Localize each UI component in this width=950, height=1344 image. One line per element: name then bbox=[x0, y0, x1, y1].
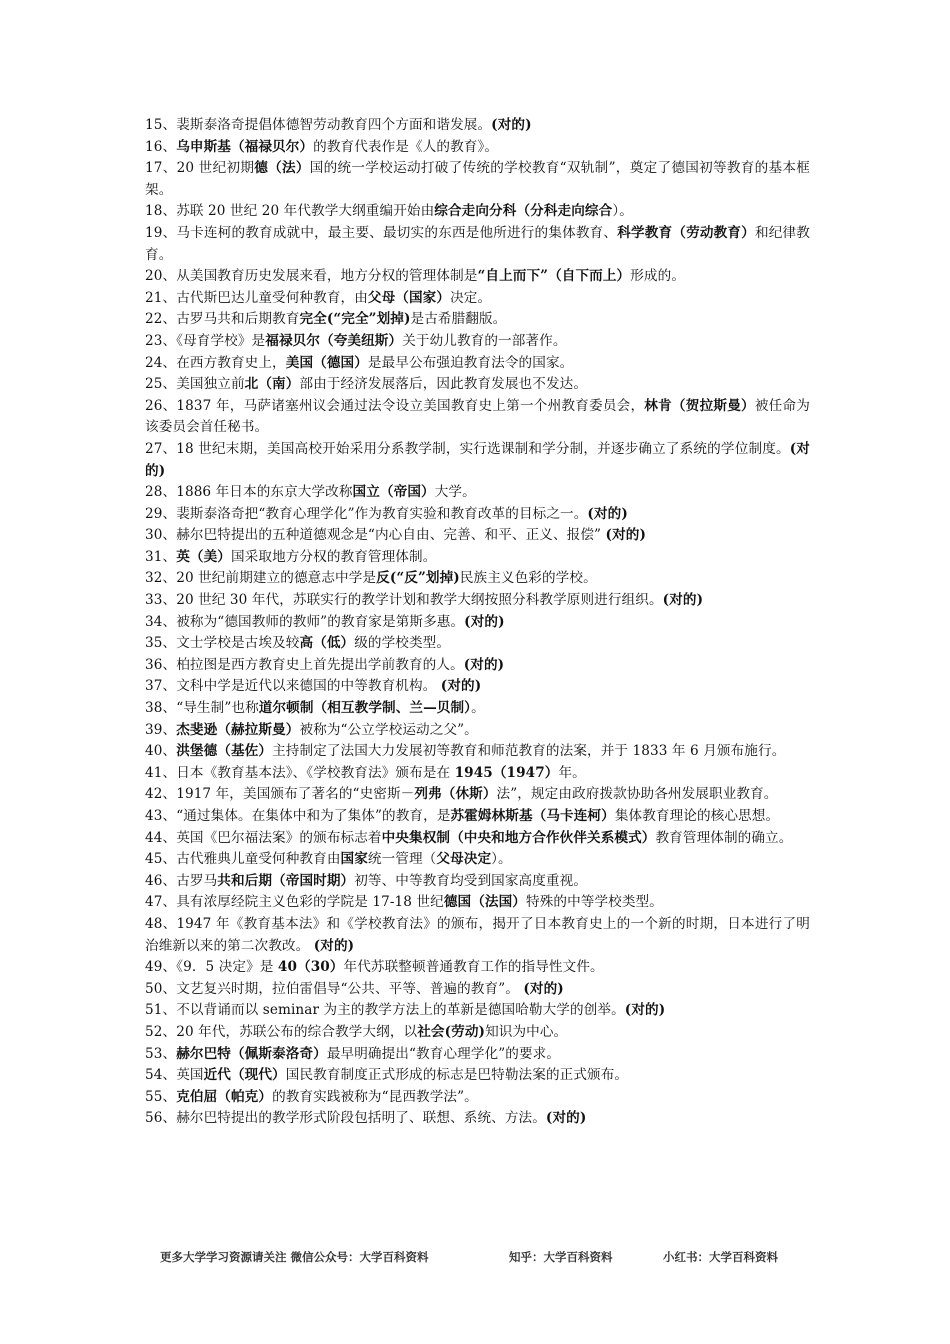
item-text: 知识为中心。 bbox=[485, 1023, 568, 1040]
item-text: 29、裴斯泰洛奇把“教育心理学化”作为教育实验和教育改革的目标之一。 bbox=[145, 505, 588, 522]
answer-text: 父母（国家） bbox=[367, 289, 451, 306]
answer-text: 反(“反”划掉) bbox=[376, 570, 460, 587]
item-text: 56、赫尔巴特提出的教学形式阶段包括明了、联想、系统、方法。 bbox=[145, 1110, 546, 1127]
item-text: 27、18 世纪末期，美国高校开始采用分系教学制，实行选课制和学分制，并逐步确立了系统的学位制度。 bbox=[145, 440, 790, 457]
question-item bbox=[145, 633, 810, 655]
answer-text: 乌申斯基（福禄贝尔） bbox=[176, 138, 314, 155]
answer-text: (对的) bbox=[313, 937, 355, 954]
answer-text: (对的) bbox=[491, 117, 532, 133]
item-text: 特殊的中等学校类型。 bbox=[526, 894, 663, 911]
item-text: 国的统一学校运动打破了传统的学校教育“双轨制”，奠定了德国初等教育的基本框架。 bbox=[145, 160, 810, 198]
item-text: 55、 bbox=[145, 1088, 177, 1105]
question-item bbox=[145, 590, 810, 612]
item-text: 32、20 世纪前期建立的德意志中学是 bbox=[145, 570, 377, 587]
item-text: 国民教育制度正式形成的标志是巴特勒法案的正式颁布。 bbox=[285, 1067, 629, 1084]
question-item bbox=[145, 396, 810, 439]
question-item bbox=[145, 309, 810, 331]
item-text: 年代苏联整顿普通教育工作的指导性文件。 bbox=[343, 959, 604, 976]
answer-text: 国立（帝国） bbox=[352, 484, 435, 501]
item-text: 31、 bbox=[145, 548, 177, 565]
item-text: 民族主义色彩的学校。 bbox=[459, 570, 597, 587]
question-item bbox=[145, 979, 810, 1001]
item-text: 41、日本《教育基本法》、《学校教育法》颁布是在 bbox=[145, 764, 455, 781]
question-item bbox=[145, 784, 810, 806]
answer-text: 苏霍姆林斯基（马卡连柯） bbox=[450, 808, 615, 824]
answer-text: (对的) bbox=[587, 505, 628, 522]
item-text: 46、古罗马 bbox=[145, 872, 218, 889]
question-item bbox=[145, 137, 810, 159]
item-text: 23、《母育学校》是 bbox=[145, 332, 266, 349]
question-item bbox=[145, 1022, 810, 1044]
item-text: 22、古罗马共和后期教育 bbox=[145, 311, 300, 328]
item-text: 决定。 bbox=[450, 289, 492, 306]
answer-text: 近代（现代） bbox=[203, 1067, 286, 1084]
answer-text: 德（法） bbox=[254, 160, 310, 177]
question-item bbox=[145, 1000, 810, 1022]
footer-xiaohongshu: 小红书：大学百科资料 bbox=[663, 1250, 779, 1264]
answer-text: (对的) bbox=[463, 656, 505, 673]
item-text: 38、“导生制”也称 bbox=[145, 700, 259, 717]
item-text: 25、美国独立前 bbox=[145, 376, 245, 393]
question-item bbox=[145, 612, 810, 634]
question-item bbox=[145, 914, 810, 957]
page-footer bbox=[160, 1249, 820, 1265]
item-text: 大学。 bbox=[434, 484, 476, 501]
answer-text: 列弗（休斯） bbox=[414, 786, 497, 803]
question-item bbox=[145, 676, 810, 698]
item-text: 39、 bbox=[145, 721, 177, 738]
item-text: 45、古代雅典儿童受何种教育由 bbox=[145, 851, 341, 868]
answer-text: 美国（德国） bbox=[285, 354, 368, 371]
item-text: 19、马卡连柯的教育成就中，最主要、最切实的东西是他所进行的集体教育、 bbox=[145, 224, 618, 241]
item-text: 54、英国 bbox=[145, 1067, 204, 1084]
item-text: 15、裴斯泰洛奇提倡体德智劳动教育四个方面和谐发展。 bbox=[145, 117, 492, 133]
question-item bbox=[145, 201, 810, 223]
item-text: 国采取地方分权的教育管理体制。 bbox=[230, 548, 437, 565]
item-text: 35、文士学校是古埃及较 bbox=[145, 635, 300, 652]
item-text: 级的学校类型。 bbox=[354, 635, 451, 652]
item-text: 教育管理体制的确立。 bbox=[655, 829, 793, 846]
answer-text: 科学教育（劳动教育） bbox=[617, 224, 755, 241]
question-item bbox=[145, 698, 810, 720]
question-item bbox=[145, 849, 810, 871]
question-item bbox=[145, 720, 810, 742]
item-text: 形成的。 bbox=[630, 268, 686, 285]
question-item bbox=[145, 1065, 810, 1087]
question-item bbox=[145, 482, 810, 504]
question-item bbox=[145, 353, 810, 375]
answer-text: 中央集权制（中央和地方合作伙伴关系模式） bbox=[381, 829, 656, 846]
document-body bbox=[145, 115, 810, 1130]
answer-text: 北（南） bbox=[244, 376, 300, 393]
question-item bbox=[145, 828, 810, 850]
answer-text: “自上而下”（自下而上） bbox=[477, 268, 631, 285]
answer-text: 综合走向分科（分科走向综合 bbox=[434, 203, 613, 220]
item-text: 30、赫尔巴特提出的五种道德观念是“内心自由、完善、和平、正义、报偿” bbox=[145, 527, 606, 544]
question-item bbox=[145, 1087, 810, 1109]
item-text: 是最早公布强迫教育法令的国家。 bbox=[367, 354, 574, 371]
item-text: 48、1947 年《教育基本法》和《学校教育法》的颁布，揭开了日本教育史上的一个新的时期，日本进行了明治维新以来的第二次教改。 bbox=[145, 915, 810, 954]
item-text: 52、20 年代，苏联公布的综合教学大纲，以 bbox=[145, 1023, 418, 1040]
answer-text: 高（低） bbox=[299, 635, 355, 652]
answer-text: 杰斐逊（赫拉斯曼） bbox=[176, 721, 300, 738]
item-text: 51、不以背诵而以 seminar 为主的教学方法上的革新是德国哈勒大学的创举。 bbox=[145, 1002, 625, 1019]
item-text: 最早明确提出“教育心理学化”的要求。 bbox=[326, 1045, 561, 1062]
answer-text: 福禄贝尔（夸美纽斯） bbox=[265, 332, 403, 349]
item-text: 16、 bbox=[145, 138, 177, 155]
item-text: 的教育代表作是《人的教育》。 bbox=[313, 138, 499, 155]
item-text: 20、从美国教育历史发展来看，地方分权的管理体制是 bbox=[145, 268, 478, 285]
question-item bbox=[145, 871, 810, 893]
answer-text: (对的) bbox=[523, 980, 564, 997]
item-text: 被称为“公立学校运动之父”。 bbox=[299, 721, 478, 738]
answer-text: 赫尔巴特（佩斯泰洛奇） bbox=[176, 1045, 327, 1062]
item-text: ）。 bbox=[491, 851, 512, 868]
item-text: 初等、中等教育均受到国家高度重视。 bbox=[354, 872, 588, 889]
item-text: 53、 bbox=[145, 1045, 177, 1062]
answer-text: (对的) bbox=[464, 613, 505, 630]
question-item bbox=[145, 266, 810, 288]
answer-text: (对的) bbox=[605, 527, 646, 544]
question-item bbox=[145, 439, 810, 482]
item-text: 被任命为该委员会首任秘书。 bbox=[145, 397, 810, 436]
footer-wechat: 更多大学学习资源请关注 微信公众号：大学百科资料 bbox=[160, 1250, 429, 1264]
item-text: 年。 bbox=[558, 764, 586, 781]
item-text: 37、文科中学是近代以来德国的中等教育机构。 bbox=[145, 678, 441, 695]
item-text: 和纪律教育。 bbox=[145, 224, 810, 263]
footer-zhihu: 知乎：大学百科资料 bbox=[509, 1250, 613, 1264]
answer-text: (对的) bbox=[440, 678, 482, 695]
answer-text: (对的) bbox=[662, 592, 704, 609]
answer-text: 林肯（贺拉斯曼） bbox=[644, 397, 755, 414]
question-item bbox=[145, 1108, 810, 1130]
item-text: 是古希腊翻版。 bbox=[410, 311, 507, 328]
item-text: 统一管理（ bbox=[367, 851, 437, 868]
answer-text: 克伯屈（帕克） bbox=[176, 1088, 273, 1105]
question-item bbox=[145, 223, 810, 266]
item-text: 36、柏拉图是西方教育史上首先提出学前教育的人。 bbox=[145, 656, 464, 673]
question-item bbox=[145, 1044, 810, 1066]
question-item bbox=[145, 331, 810, 353]
question-item bbox=[145, 288, 810, 310]
answer-text: 父母决定 bbox=[436, 851, 492, 868]
question-item bbox=[145, 504, 810, 526]
item-text: 44、英国《巴尔福法案》的颁布标志着 bbox=[145, 829, 382, 846]
item-text: 28、1886 年日本的东京大学改称 bbox=[145, 484, 353, 501]
answer-text: 40（30） bbox=[277, 959, 344, 976]
item-text: 关于幼儿教育的一部著作。 bbox=[402, 332, 567, 349]
question-item bbox=[145, 568, 810, 590]
answer-text: (对的) bbox=[145, 440, 811, 479]
item-text: 49、《9．5 决定》是 bbox=[145, 959, 278, 976]
item-text: ）。 bbox=[612, 203, 633, 220]
question-item bbox=[145, 741, 810, 763]
item-text: 主持制定了法国大力发展初等教育和师范教育的法案，并于 1833 年 6 月颁布施行。 bbox=[272, 743, 786, 760]
item-text: 部由于经济发展落后，因此教育发展也不发达。 bbox=[299, 376, 588, 393]
question-item bbox=[145, 806, 810, 828]
question-item bbox=[145, 158, 810, 201]
item-text: 的教育实践被称为“昆西教学法”。 bbox=[272, 1088, 478, 1105]
item-text: 18、苏联 20 世纪 20 年代教学大纲重编开始由 bbox=[145, 203, 435, 220]
question-item bbox=[145, 957, 810, 979]
answer-text: (对的) bbox=[545, 1110, 587, 1127]
question-item bbox=[145, 892, 810, 914]
question-item bbox=[145, 525, 810, 547]
answer-text: 完全(“完全”划掉) bbox=[299, 311, 411, 328]
item-text: 21、古代斯巴达儿童受何种教育，由 bbox=[145, 289, 368, 306]
item-text: 24、在西方教育史上， bbox=[145, 354, 286, 371]
item-text: 43、“通过集体。在集体中和为了集体”的教育，是 bbox=[145, 808, 451, 824]
item-text: 42、1917 年，美国颁布了著名的“史密斯－ bbox=[145, 786, 415, 803]
answer-text: 英（美） bbox=[176, 548, 231, 565]
answer-text: 洪堡德（基佐） bbox=[176, 743, 273, 760]
answer-text: 国家 bbox=[340, 851, 368, 868]
item-text: 47、具有浓厚经院主义色彩的学院是 17-18 世纪 bbox=[145, 894, 444, 911]
item-text: 。 bbox=[471, 700, 485, 717]
question-item bbox=[145, 763, 810, 785]
item-text: 17、20 世纪初期 bbox=[145, 160, 255, 177]
answer-text: 1945（1947） bbox=[454, 764, 559, 781]
question-item bbox=[145, 547, 810, 569]
question-item bbox=[145, 655, 810, 677]
question-item bbox=[145, 374, 810, 396]
answer-text: 社会(劳动) bbox=[417, 1023, 486, 1040]
item-text: 34、被称为“德国教师的教师”的教育家是第斯多惠。 bbox=[145, 613, 465, 630]
answer-text: 德国（法国） bbox=[443, 894, 526, 911]
answer-text: 共和后期（帝国时期） bbox=[217, 872, 355, 889]
item-text: 33、20 世纪 30 年代，苏联实行的教学计划和教学大纲按照分科教学原则进行组织。 bbox=[145, 592, 663, 609]
answer-text: (对的) bbox=[624, 1002, 666, 1019]
item-text: 集体教育理论的核心思想。 bbox=[614, 808, 780, 824]
item-text: 法”，规定由政府拨款协助各州发展职业教育。 bbox=[496, 786, 778, 803]
item-text: 50、文艺复兴时期，拉伯雷倡导“公共、平等、普遍的教育”。 bbox=[145, 980, 524, 997]
item-text: 26、1837 年，马萨诸塞州议会通过法令设立美国教育史上第一个州教育委员会， bbox=[145, 397, 645, 414]
question-item bbox=[145, 115, 810, 137]
answer-text: 道尔顿制（相互教学制、兰—贝制） bbox=[258, 700, 472, 717]
item-text: 40、 bbox=[145, 743, 177, 760]
